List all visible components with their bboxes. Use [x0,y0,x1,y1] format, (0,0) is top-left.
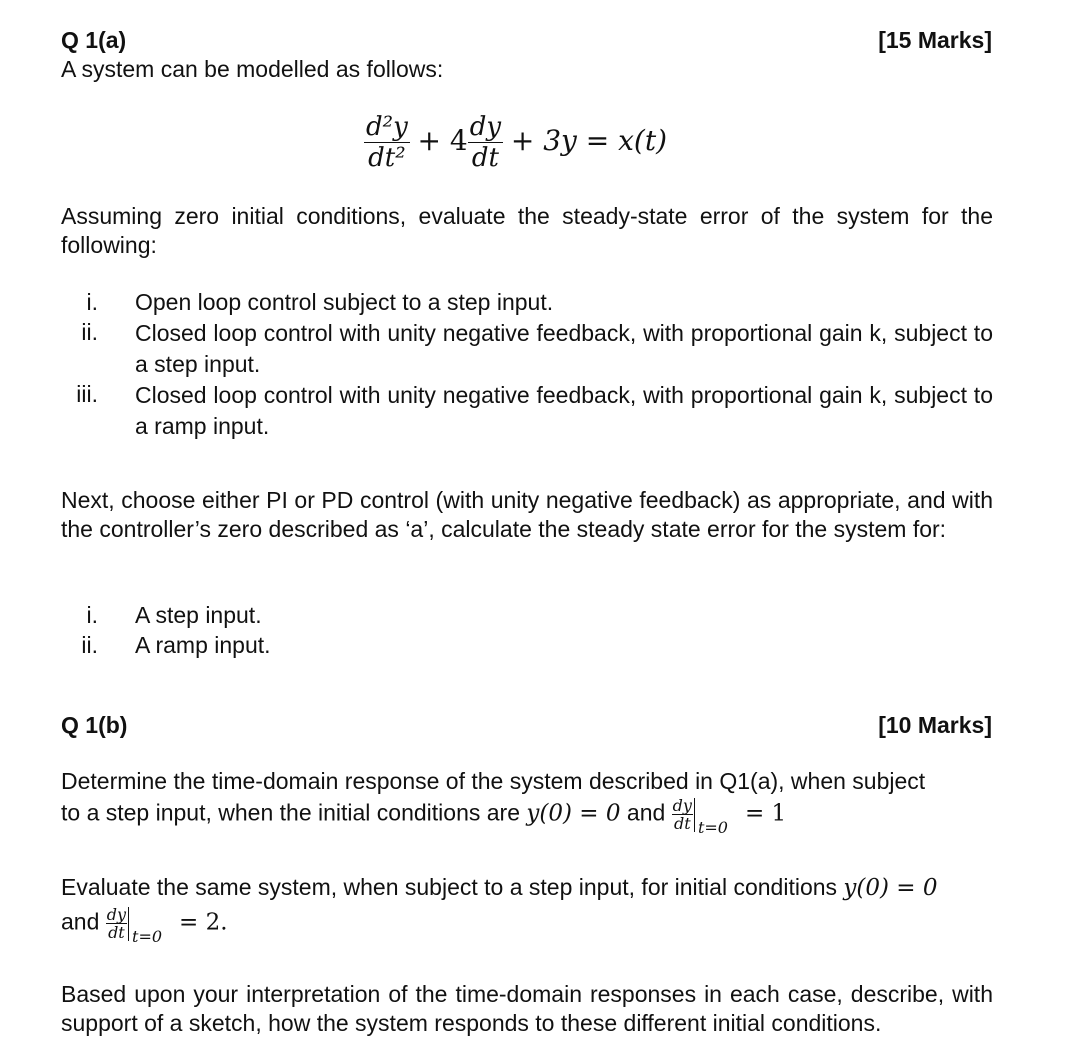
q1b-para2-line1 [61,873,938,903]
deriv1-den: dt [673,814,691,833]
first-derivative-fraction [468,112,503,173]
deriv1-num: dy [672,796,692,815]
deriv2-num: dy [106,905,127,924]
q1b-para3: Based upon your interpretation of the time-domain responses in each case, describe, with support of a sketch, how the system responds to these different initial conditions. [61,981,993,1036]
q1b-marks: [10 Marks] [878,712,992,738]
q1b-para2-val: = 2. [179,909,228,936]
q1b-para2-cond-y0: y(0) = 0 [843,875,938,901]
list1-num-3: iii. [76,381,98,407]
q1a-intro: A system can be modelled as follows: [61,56,444,82]
list2-num-1: i. [86,602,98,628]
differential-equation [364,112,667,173]
q1b-para2-derivative [106,906,127,941]
q1b-heading: Q 1(b) [61,712,128,738]
q1a-heading: Q 1(a) [61,27,127,53]
deriv2-sub: t=0 [132,926,163,946]
list1-num-2: ii. [81,319,98,345]
q1b-para1-derivative [672,797,693,832]
eq-frac1-num: d²y [366,112,408,142]
q1b-para2-text: Evaluate the same system, when subject to a step input, for initial conditions [61,874,838,900]
q1a-marks: [15 Marks] [878,27,992,53]
q1b-para1-text: to a step input, when the initial conditions are [61,799,521,826]
next-paragraph: Next, choose either PI or PD control (with unity negative feedback) as appropriate, and with the controller’s zero described as ‘a’, calculate the steady state error for the system for: [61,487,993,542]
list1-item-1: Open loop control subject to a step input. [135,289,554,315]
list1-item-3: Closed loop control with unity negative feedback, with proportional gain k, subject to a ramp input. [135,382,993,439]
q1b-para2-and: and [61,908,100,935]
eq-frac1-den: dt² [368,143,406,173]
q1b-para2-evalbar [128,907,179,946]
list1-item-2: Closed loop control with unity negative feedback, with proportional gain k, subject to a step input. [135,320,993,377]
q1b-para1-and: and [626,799,666,826]
q1b-para2-line2 [61,905,228,946]
eq-rest: + 3y = x(t) [510,123,668,157]
q1b-para1-val: = 1 [744,800,787,827]
deriv1-sub: t=0 [697,817,728,837]
list2-item-1: A step input. [135,602,262,628]
q1b-para1-line2 [61,796,787,837]
eq-frac2-den: dt [471,143,499,173]
list1-num-1: i. [86,289,98,315]
eq-plus-four: + 4 [417,123,468,157]
deriv2-den: dt [108,923,125,942]
list2-num-2: ii. [81,632,98,658]
list2-item-2: A ramp input. [135,632,271,658]
second-derivative-fraction [364,112,410,173]
q1b-para1-cond-y0: y(0) = 0 [526,800,621,827]
q1b-para1-line1: Determine the time-domain response of the system described in Q1(a), when subject [61,768,926,794]
q1b-para1-evalbar [694,798,745,837]
eq-frac2-num: dy [469,112,502,142]
assume-paragraph: Assuming zero initial conditions, evaluate the steady-state error of the system for the following: [61,203,993,258]
